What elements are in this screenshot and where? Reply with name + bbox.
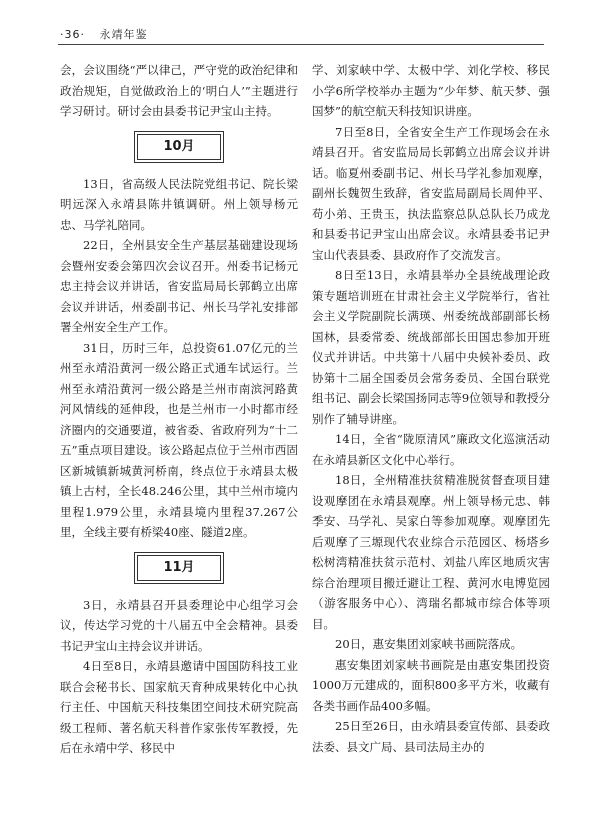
entry-nov-18: 18日，全州精准扶贫精准脱贫督查项目建设观摩团在永靖县观摩。州上领导杨元忠、韩季安、马学礼、吴家白等参加观摩。观摩团先后观摩了三塬现代农业综合示范园区、杨塔乡松树湾精准扶贫示范村、刘盐八库区地质灾害综合治理项目搬迁避让工程、黄河水电博览园（游客服务中心）、湾瑞名都城市综合体等项目。 xyxy=(312,473,550,631)
paragraph-continued: 会，会议围绕“严以律己，严守党的政治纪律和政治规矩，自觉做政治上的‘明白人’”主题进行学习研讨。研讨会由县委书记尹宝山主持。 xyxy=(60,63,298,118)
running-header xyxy=(60,26,158,42)
left-column xyxy=(60,60,298,759)
entry-oct-22: 22日，全州县安全生产基层基础建设现场会暨州安委会第四次会议召开。州委书记杨元忠主持会议并讲话，省安监局局长郭鹤立出席会议并讲话，州委副书记、州长马学礼安排部署全州安全生产工作。 xyxy=(60,238,298,334)
entry-nov-20: 20日，惠安集团刘家峡书画院落成。 xyxy=(335,637,523,651)
page-number: ·36· xyxy=(60,28,85,41)
entry-nov-8: 8日至13日，永靖县举办全县统战理论政策专题培训班在甘肃社会主义学院举行，省社会主义学院副院长满瑛、州委统战部副部长杨国林，县委常委、统战部部长田国忠参加开班仪式并讲话。中共第十八届中央候补委员、政协第十二届全国委员会常务委员、全国台联党组书记、副会长梁国扬同志等9位领导和教授分别作了辅导讲座。 xyxy=(312,268,550,426)
entry-nov-14: 14日，全省“陇原清风”廉政文化巡演活动在永靖县新区文化中心举行。 xyxy=(312,432,550,467)
paragraph-continued: 学、刘家峡中学、太极中学、刘化学校、移民小学6所学校举办主题为“少年梦、航天梦、强国梦”的航空航天科技知识讲座。 xyxy=(312,63,550,118)
header-rule xyxy=(58,44,544,45)
month-heading-november: 11月 xyxy=(137,555,221,581)
entry-nov-20-detail: 惠安集团刘家峡书画院是由惠安集团投资1000万元建成的，面积800多平方米，收藏有各类书画作品400多幅。 xyxy=(312,657,550,713)
right-column xyxy=(312,60,550,757)
month-heading-october: 10月 xyxy=(137,134,221,160)
entry-oct-13: 13日，省高级人民法院党组书记、院长梁明远深入永靖县陈井镇调研。州上领导杨元忠、马学礼陪同。 xyxy=(60,176,298,232)
entry-oct-31: 31日，历时三年，总投资61.07亿元的兰州至永靖沿黄河一级公路正式通车试运行。兰州至永靖沿黄河一级公路是兰州市南滨河路黄河风情线的延伸段，也是兰州市一小时都市经济圈内的交通要道，被省委、省政府列为“十二五”重点项目建设。该公路起点位于兰州市西固区新城镇新城黄河桥南，终点位于永靖县太极镇上古村，全长48.246公里，其中兰州市境内里程1.979公里，永靖县境内里程37.267公里，全线主要有桥梁40座、隧道2座。 xyxy=(60,340,298,539)
entry-nov-4: 4日至8日，永靖县邀请中国国防科技工业联合会秘书长、国家航天育种成果转化中心执行主任、中国航天科技集团空间技术研究院高级工程师、著名航天科普作家张传军教授，先后在永靖中学、移民中 xyxy=(60,659,298,755)
entry-nov-25: 25日至26日，由永靖县委宣传部、县委政法委、县文广局、县司法局主办的 xyxy=(312,719,550,754)
entry-nov-7: 7日至8日，全省安全生产工作现场会在永靖县召开。省安监局局长郭鹤立出席会议并讲话。临夏州委副书记、州长马学礼参加观摩，副州长魏贺生致辞，省安监局副局长周仲平、苟小弟、王贵玉，执法监察总队总队长乃成龙和县委书记尹宝山出席会议。永靖县委书记尹宝山代表县委、县政府作了交流发言。 xyxy=(312,124,550,262)
book-title: 永靖年鉴 xyxy=(99,28,148,41)
entry-nov-3: 3日，永靖县召开县委理论中心组学习会议，传达学习党的十八届五中全会精神。县委书记尹宝山主持会议并讲话。 xyxy=(60,597,298,653)
